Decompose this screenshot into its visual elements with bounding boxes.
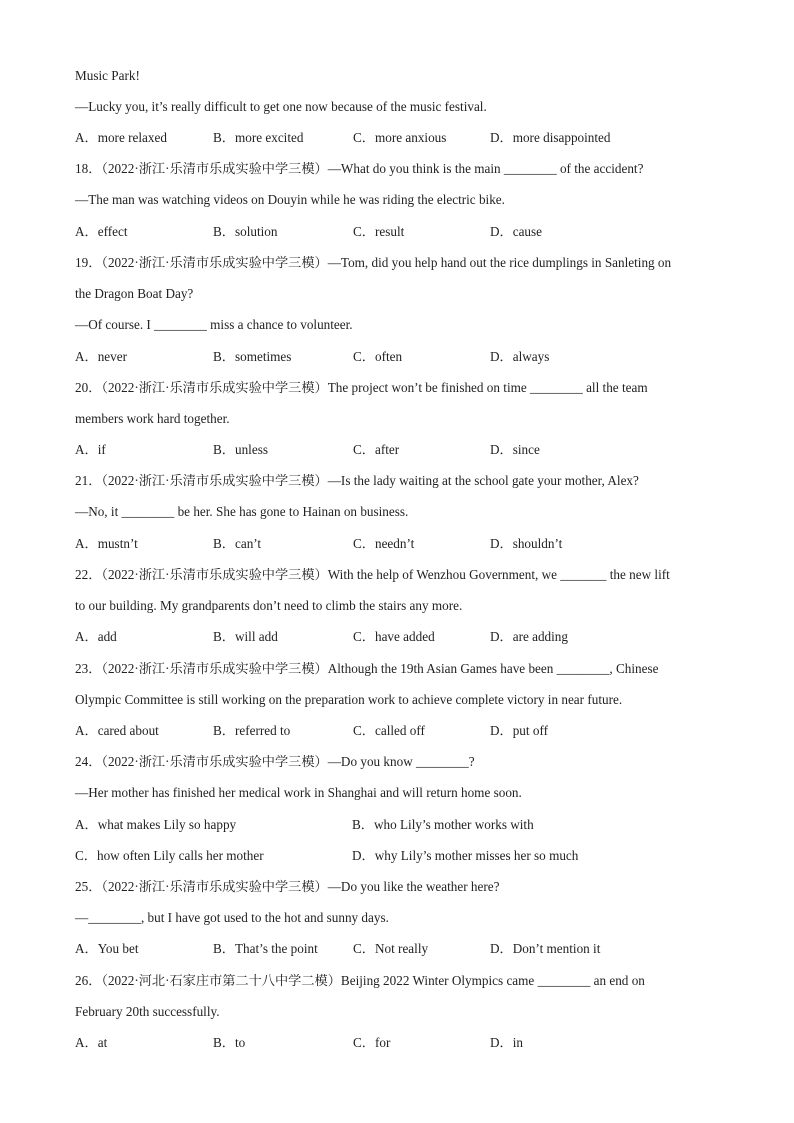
option-b: B．who Lily’s mother works with	[352, 817, 534, 832]
question-23-stem: 23．（2022·浙江·乐清市乐成实验中学三模）Although the 19th Asian Games have been ________, Chinese	[75, 661, 659, 676]
option-a: A．You bet	[75, 941, 139, 956]
question-20-options	[75, 441, 715, 459]
option-a: A．if	[75, 442, 106, 457]
option-a: A．cared about	[75, 723, 159, 738]
question-24-dialogue: —Her mother has finished her medical work in Shanghai and will return home soon.	[75, 785, 522, 800]
option-d: D．since	[490, 442, 540, 457]
option-a: A．add	[75, 629, 117, 644]
question-24-stem: 24．（2022·浙江·乐清市乐成实验中学三模）—Do you know ________?	[75, 754, 475, 769]
question-17-stem-end: Music Park!	[75, 68, 140, 83]
option-b: B．unless	[213, 442, 268, 457]
question-26-stem: 26．（2022·河北·石家庄市第二十八中学二模）Beijing 2022 Winter Olympics came ________ an end on	[75, 973, 645, 988]
option-d: D．Don’t mention it	[490, 941, 601, 956]
option-c: C．how often Lily calls her mother	[75, 848, 264, 863]
option-a: A．never	[75, 349, 127, 364]
question-25-options	[75, 940, 715, 958]
question-18-options	[75, 223, 715, 241]
option-d: D．put off	[490, 723, 548, 738]
option-a: A．mustn’t	[75, 536, 138, 551]
question-17-options	[75, 129, 715, 147]
question-17-dialogue: —Lucky you, it’s really difficult to get one now because of the music festival.	[75, 99, 487, 114]
option-b: B．solution	[213, 224, 278, 239]
option-d: D．in	[490, 1035, 523, 1050]
option-c: C．more anxious	[353, 130, 447, 145]
question-21-stem: 21．（2022·浙江·乐清市乐成实验中学三模）—Is the lady waiting at the school gate your mother, Alex?	[75, 473, 639, 488]
option-d: D．shouldn’t	[490, 536, 563, 551]
option-b: B．That’s the point	[213, 941, 318, 956]
question-18-dialogue: —The man was watching videos on Douyin while he was riding the electric bike.	[75, 192, 505, 207]
question-24-options-ab	[75, 816, 715, 834]
option-b: B．to	[213, 1035, 246, 1050]
option-c: C．after	[353, 442, 400, 457]
option-c: C．have added	[353, 629, 435, 644]
option-b: B．more excited	[213, 130, 304, 145]
option-d: D．always	[490, 349, 550, 364]
question-19-stem: 19．（2022·浙江·乐清市乐成实验中学三模）—Tom, did you help hand out the rice dumplings in Sanleting on	[75, 255, 672, 270]
option-c: C．for	[353, 1035, 391, 1050]
option-b: B．sometimes	[213, 349, 292, 364]
question-19-options	[75, 348, 715, 366]
question-19-dialogue: —Of course. I ________ miss a chance to volunteer.	[75, 317, 353, 332]
option-b: B．referred to	[213, 723, 291, 738]
question-21-options	[75, 535, 715, 553]
option-d: D．more disappointed	[490, 130, 611, 145]
option-d: D．are adding	[490, 629, 568, 644]
option-d: D．why Lily’s mother misses her so much	[352, 848, 579, 863]
question-25-stem: 25．（2022·浙江·乐清市乐成实验中学三模）—Do you like the weather here?	[75, 879, 500, 894]
question-23-stem-cont: Olympic Committee is still working on the preparation work to achieve complete victory in near future.	[75, 692, 623, 707]
question-25-dialogue: —________, but I have got used to the hot and sunny days.	[75, 910, 389, 925]
question-18-stem: 18．（2022·浙江·乐清市乐成实验中学三模）—What do you think is the main ________ of the accident?	[75, 161, 644, 176]
question-24-options-cd	[75, 847, 715, 865]
option-c: C．result	[353, 224, 405, 239]
option-c: C．Not really	[353, 941, 429, 956]
question-22-options	[75, 628, 715, 646]
question-22-stem-cont: to our building. My grandparents don’t need to climb the stairs any more.	[75, 598, 463, 613]
option-a: A．more relaxed	[75, 130, 167, 145]
question-26-options	[75, 1034, 715, 1052]
question-19-stem-cont: the Dragon Boat Day?	[75, 286, 194, 301]
option-a: A．what makes Lily so happy	[75, 817, 237, 832]
question-23-options	[75, 722, 715, 740]
option-c: C．called off	[353, 723, 425, 738]
question-26-stem-cont: February 20th successfully.	[75, 1004, 220, 1019]
option-b: B．will add	[213, 629, 278, 644]
question-22-stem: 22．（2022·浙江·乐清市乐成实验中学三模）With the help of Wenzhou Government, we _______ the new lift	[75, 567, 670, 582]
question-21-dialogue: —No, it ________ be her. She has gone to Hainan on business.	[75, 504, 409, 519]
option-a: A．at	[75, 1035, 108, 1050]
option-d: D．cause	[490, 224, 542, 239]
option-a: A．effect	[75, 224, 128, 239]
option-c: C．often	[353, 349, 403, 364]
question-20-stem: 20．（2022·浙江·乐清市乐成实验中学三模）The project won’t be finished on time ________ all the team	[75, 380, 648, 395]
option-c: C．needn’t	[353, 536, 415, 551]
option-b: B．can’t	[213, 536, 262, 551]
question-20-stem-cont: members work hard together.	[75, 411, 230, 426]
